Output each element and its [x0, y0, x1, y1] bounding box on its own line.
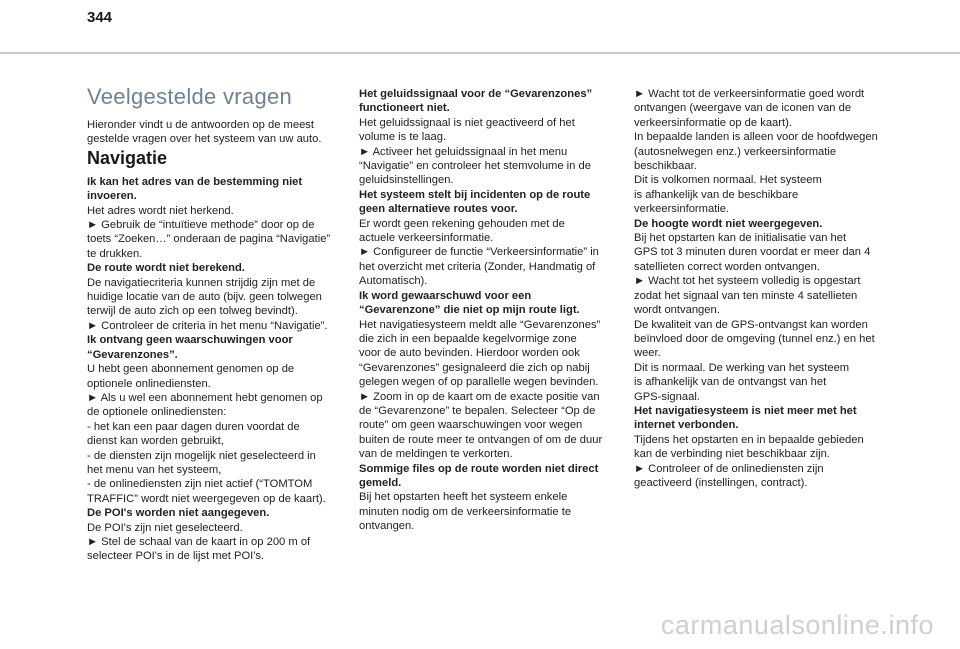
answer-text: In bepaalde landen is alleen voor de hoofdwegen (autosnelwegen enz.) verkeersinformatie beschikbaar.	[634, 131, 878, 173]
question-heading: De hoogte wordt niet weergegeven.	[634, 217, 823, 230]
answer-text: De POI's zijn niet geselecteerd.	[87, 521, 243, 534]
question-heading: De POI's worden niet aangegeven.	[87, 507, 270, 520]
column-3	[634, 87, 886, 490]
header-divider	[0, 52, 960, 54]
answer-text: ► Wacht tot de verkeersinformatie goed wordt ontvangen (weergave van de iconen van de verkeersinformatie op de kaart).	[634, 88, 865, 129]
answer-text: Bij het opstarten kan de initialisatie van het GPS tot 3 minuten duren voordat er meer dan 4 satellieten correct worden ontvangen.	[634, 232, 871, 273]
answer-text: Het geluidssignaal is niet geactiveerd of het volume is te laag.	[359, 116, 575, 144]
answer-text: Het adres wordt niet herkend.	[87, 204, 234, 217]
answer-text: - de onlinediensten zijn niet actief (“TOMTOM TRAFFIC” wordt niet weergegeven op de kaart).	[87, 478, 326, 505]
answer-text: Het navigatiesysteem meldt alle “Gevarenzones” die zich in een bepaalde kegelvormige zone voor de auto bevinden. Hierdoor worden ook “Gevarenzones” gesignaleerd die zich op nabij gelegen wegen of op parallelle wegen bevinden.	[359, 318, 601, 389]
answer-text: - het kan een paar dagen duren voordat de dienst kan worden gebruikt,	[87, 420, 300, 448]
answer-text: ► Controleer de criteria in het menu “Navigatie”.	[87, 319, 328, 332]
answer-text: De navigatiecriteria kunnen strijdig zijn met de huidige locatie van de auto (bijv. geen tolwegen terwijl de auto zich op een tolweg bevindt).	[87, 276, 322, 318]
column-2	[359, 87, 611, 534]
question-heading: Het navigatiesysteem is niet meer met het internet verbonden.	[634, 404, 857, 432]
answer-text: Tijdens het opstarten en in bepaalde gebieden kan de verbinding niet beschikbaar zijn.	[634, 433, 864, 461]
answer-text: ► Configureer de functie “Verkeersinformatie” in het overzicht met criteria (Zonder, Handmatig of Automatisch).	[359, 246, 599, 288]
column-1-body	[87, 175, 339, 564]
column-1	[87, 84, 339, 564]
question-heading: Het geluidssignaal voor de “Gevarenzones” functioneert niet.	[359, 88, 593, 115]
question-heading: Ik kan het adres van de bestemming niet invoeren.	[87, 175, 303, 203]
answer-text: Dit is normaal. De werking van het systeem is afhankelijk van de ontvangst van het GPS-signaal.	[634, 361, 850, 403]
answer-text: - de diensten zijn mogelijk niet geselecteerd in het menu van het systeem,	[87, 449, 316, 476]
question-heading: Ik ontvang geen waarschuwingen voor “Gevarenzones”.	[87, 334, 293, 361]
section-title: Navigatie	[87, 147, 168, 168]
answer-text: ► Gebruik de “intuïtieve methode” door op de toets “Zoeken…” onderaan de pagina “Navigatie” te drukken.	[87, 219, 331, 260]
answer-text: Er wordt geen rekening gehouden met de actuele verkeersinformatie.	[359, 217, 565, 245]
answer-text: ► Activeer het geluidssignaal in het menu “Navigatie” en controleer het stemvolume in de geluidsinstellingen.	[359, 145, 591, 187]
page-title: Veelgestelde vragen	[87, 84, 293, 109]
answer-text: Bij het opstarten heeft het systeem enkele minuten nodig om de verkeersinformatie te ontvangen.	[359, 491, 572, 533]
answer-text: U hebt geen abonnement genomen op de optionele onlinediensten.	[87, 363, 295, 390]
answer-text: De kwaliteit van de GPS-ontvangst kan worden beïnvloed door de omgeving (tunnel enz.) en het weer.	[634, 318, 875, 360]
question-heading: Het systeem stelt bij incidenten op de route geen alternatieve routes voor.	[359, 188, 591, 216]
question-heading: Ik word gewaarschuwd voor een “Gevarenzone” die niet op mijn route ligt.	[359, 289, 580, 317]
column-3-body	[634, 87, 886, 490]
page-number: 344	[87, 9, 113, 26]
intro-text: Hieronder vindt u de antwoorden op de meest gestelde vragen over het systeem van uw auto.	[87, 119, 322, 146]
watermark: carmanualsonline.info	[660, 610, 934, 640]
question-heading: Sommige files op de route worden niet direct gemeld.	[359, 462, 599, 489]
answer-text: ► Zoom in op de kaart om de exacte positie van de “Gevarenzone” te bepalen. Selecteer “Op de route” om geen waarschuwingen voor wegen buiten de route meer te ontvangen of om de duur van de meldingen te verkorten.	[359, 390, 603, 461]
answer-text: ► Wacht tot het systeem volledig is opgestart zodat het signaal van ten minste 4 satellieten wordt ontvangen.	[634, 275, 861, 317]
question-heading: De route wordt niet berekend.	[87, 262, 245, 275]
answer-text: Dit is volkomen normaal. Het systeem is afhankelijk van de beschikbare verkeersinformatie.	[634, 174, 822, 216]
column-2-body	[359, 87, 611, 534]
answer-text: ► Controleer of de onlinediensten zijn geactiveerd (instellingen, contract).	[634, 462, 824, 489]
answer-text: ► Stel de schaal van de kaart in op 200 m of selecteer POI's in de lijst met POI's.	[87, 535, 311, 563]
answer-text: ► Als u wel een abonnement hebt genomen op de optionele onlinediensten:	[87, 391, 323, 419]
